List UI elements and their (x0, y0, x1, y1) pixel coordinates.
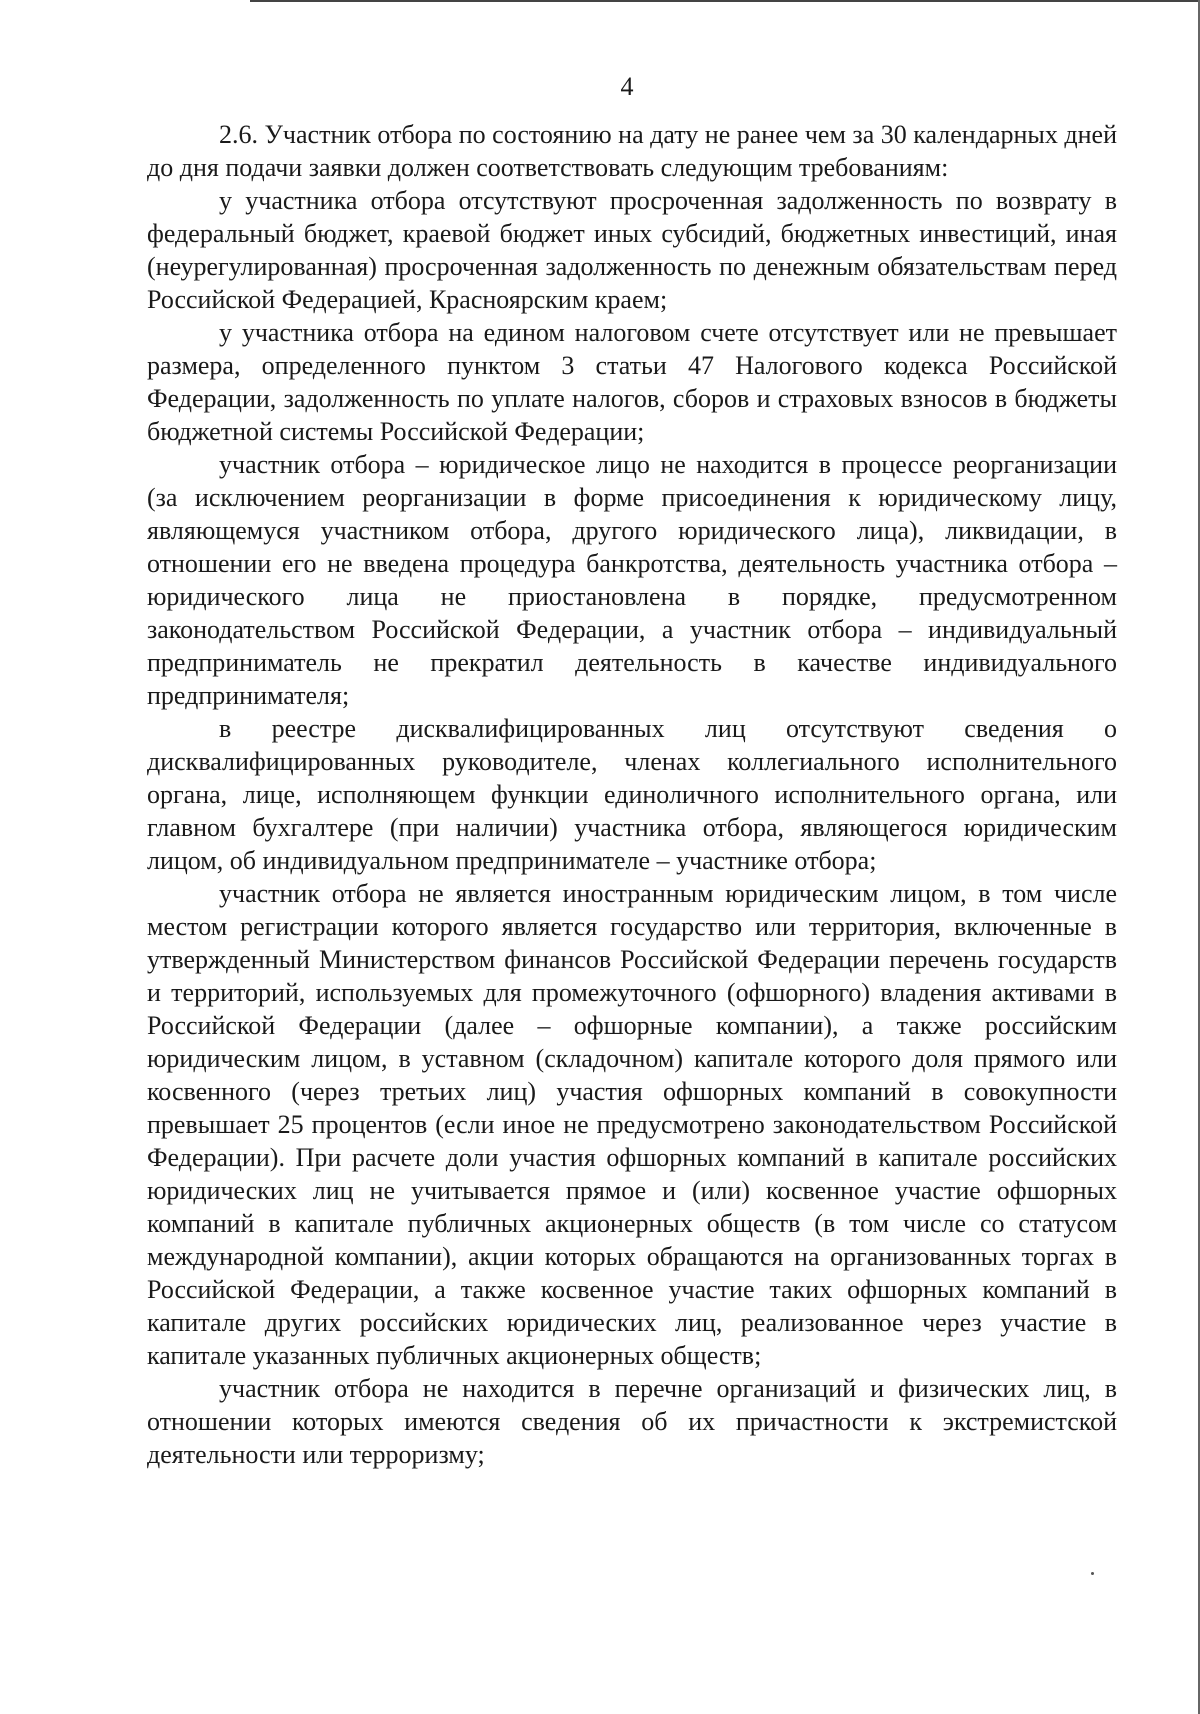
paragraph-offshore-companies: участник отбора не является иностранным юридическим лицом, в том числе местом регистрации которого является государство или территория, включенные в утвержденный Министерством финансов Российской Федерации перечень государств и территорий, используемых для промежуточного (офшорного) владения активами в Российской Федерации (далее – офшорные компании), а также российским юридическим лицом, в уставном (складочном) капитале которого доля прямого или косвенного (через третьих лиц) участия офшорных компаний в совокупности превышает 25 процентов (если иное не предусмотрено законодательством Российской Федерации). При расчете доли участия офшорных компаний в капитале российских юридических лиц не учитывается прямое и (или) косвенное участие офшорных компаний в капитале публичных акционерных обществ (в том числе со статусом международной компании), акции которых обращаются на организованных торгах в Российской Федерации, а также косвенное участие таких офшорных компаний в капитале других российских юридических лиц, реализованное через участие в капитале указанных публичных акционерных обществ; (147, 879, 1117, 1370)
paragraph-disqualified-persons: в реестре дисквалифицированных лиц отсутствуют сведения о дисквалифицированных руководителе, членах коллегиального исполнительного органа, лице, исполняющем функции единоличного исполнительного органа, или главном бухгалтере (при наличии) участника отбора, являющегося юридическим лицом, об индивидуальном предпринимателе – участнике отбора; (147, 714, 1117, 875)
paragraph-extremism-list: участник отбора не находится в перечне организаций и физических лиц, в отношении которых имеются сведения об их причастности к экстремистской деятельности или терроризму; (147, 1374, 1117, 1469)
scan-top-edge (250, 0, 1200, 2)
paragraph-no-budget-debt: у участника отбора отсутствуют просроченная задолженность по возврату в федеральный бюджет, краевой бюджет иных субсидий, бюджетных инвестиций, иная (неурегулированная) просроченная задолженность по денежным обязательствам перед Российской Федерацией, Красноярским краем; (147, 186, 1117, 314)
paragraph-no-reorganization: участник отбора – юридическое лицо не находится в процессе реорганизации (за исключением реорганизации в форме присоединения к юридическому лицу, являющемуся участником отбора, другого юридического лица), ликвидации, в отношении его не введена процедура банкротства, деятельность участника отбора – юридического лица не приостановлена в порядке, предусмотренном законодательством Российской Федерации, а участник отбора – индивидуальный предприниматель не прекратил деятельность в качестве индивидуального предпринимателя; (147, 450, 1117, 710)
document-body (147, 118, 1117, 1471)
paragraph-requirements-intro: 2.6. Участник отбора по состоянию на дату не ранее чем за 30 календарных дней до дня подачи заявки должен соответствовать следующим требованиям: (147, 120, 1117, 182)
paragraph-no-tax-debt: у участника отбора на едином налоговом счете отсутствует или не превышает размера, определенного пунктом 3 статьи 47 Налогового кодекса Российской Федерации, задолженность по уплате налогов, сборов и страховых взносов в бюджеты бюджетной системы Российской Федерации; (147, 318, 1117, 446)
page-number: 4 (620, 72, 634, 101)
scan-speck (1091, 1572, 1094, 1575)
